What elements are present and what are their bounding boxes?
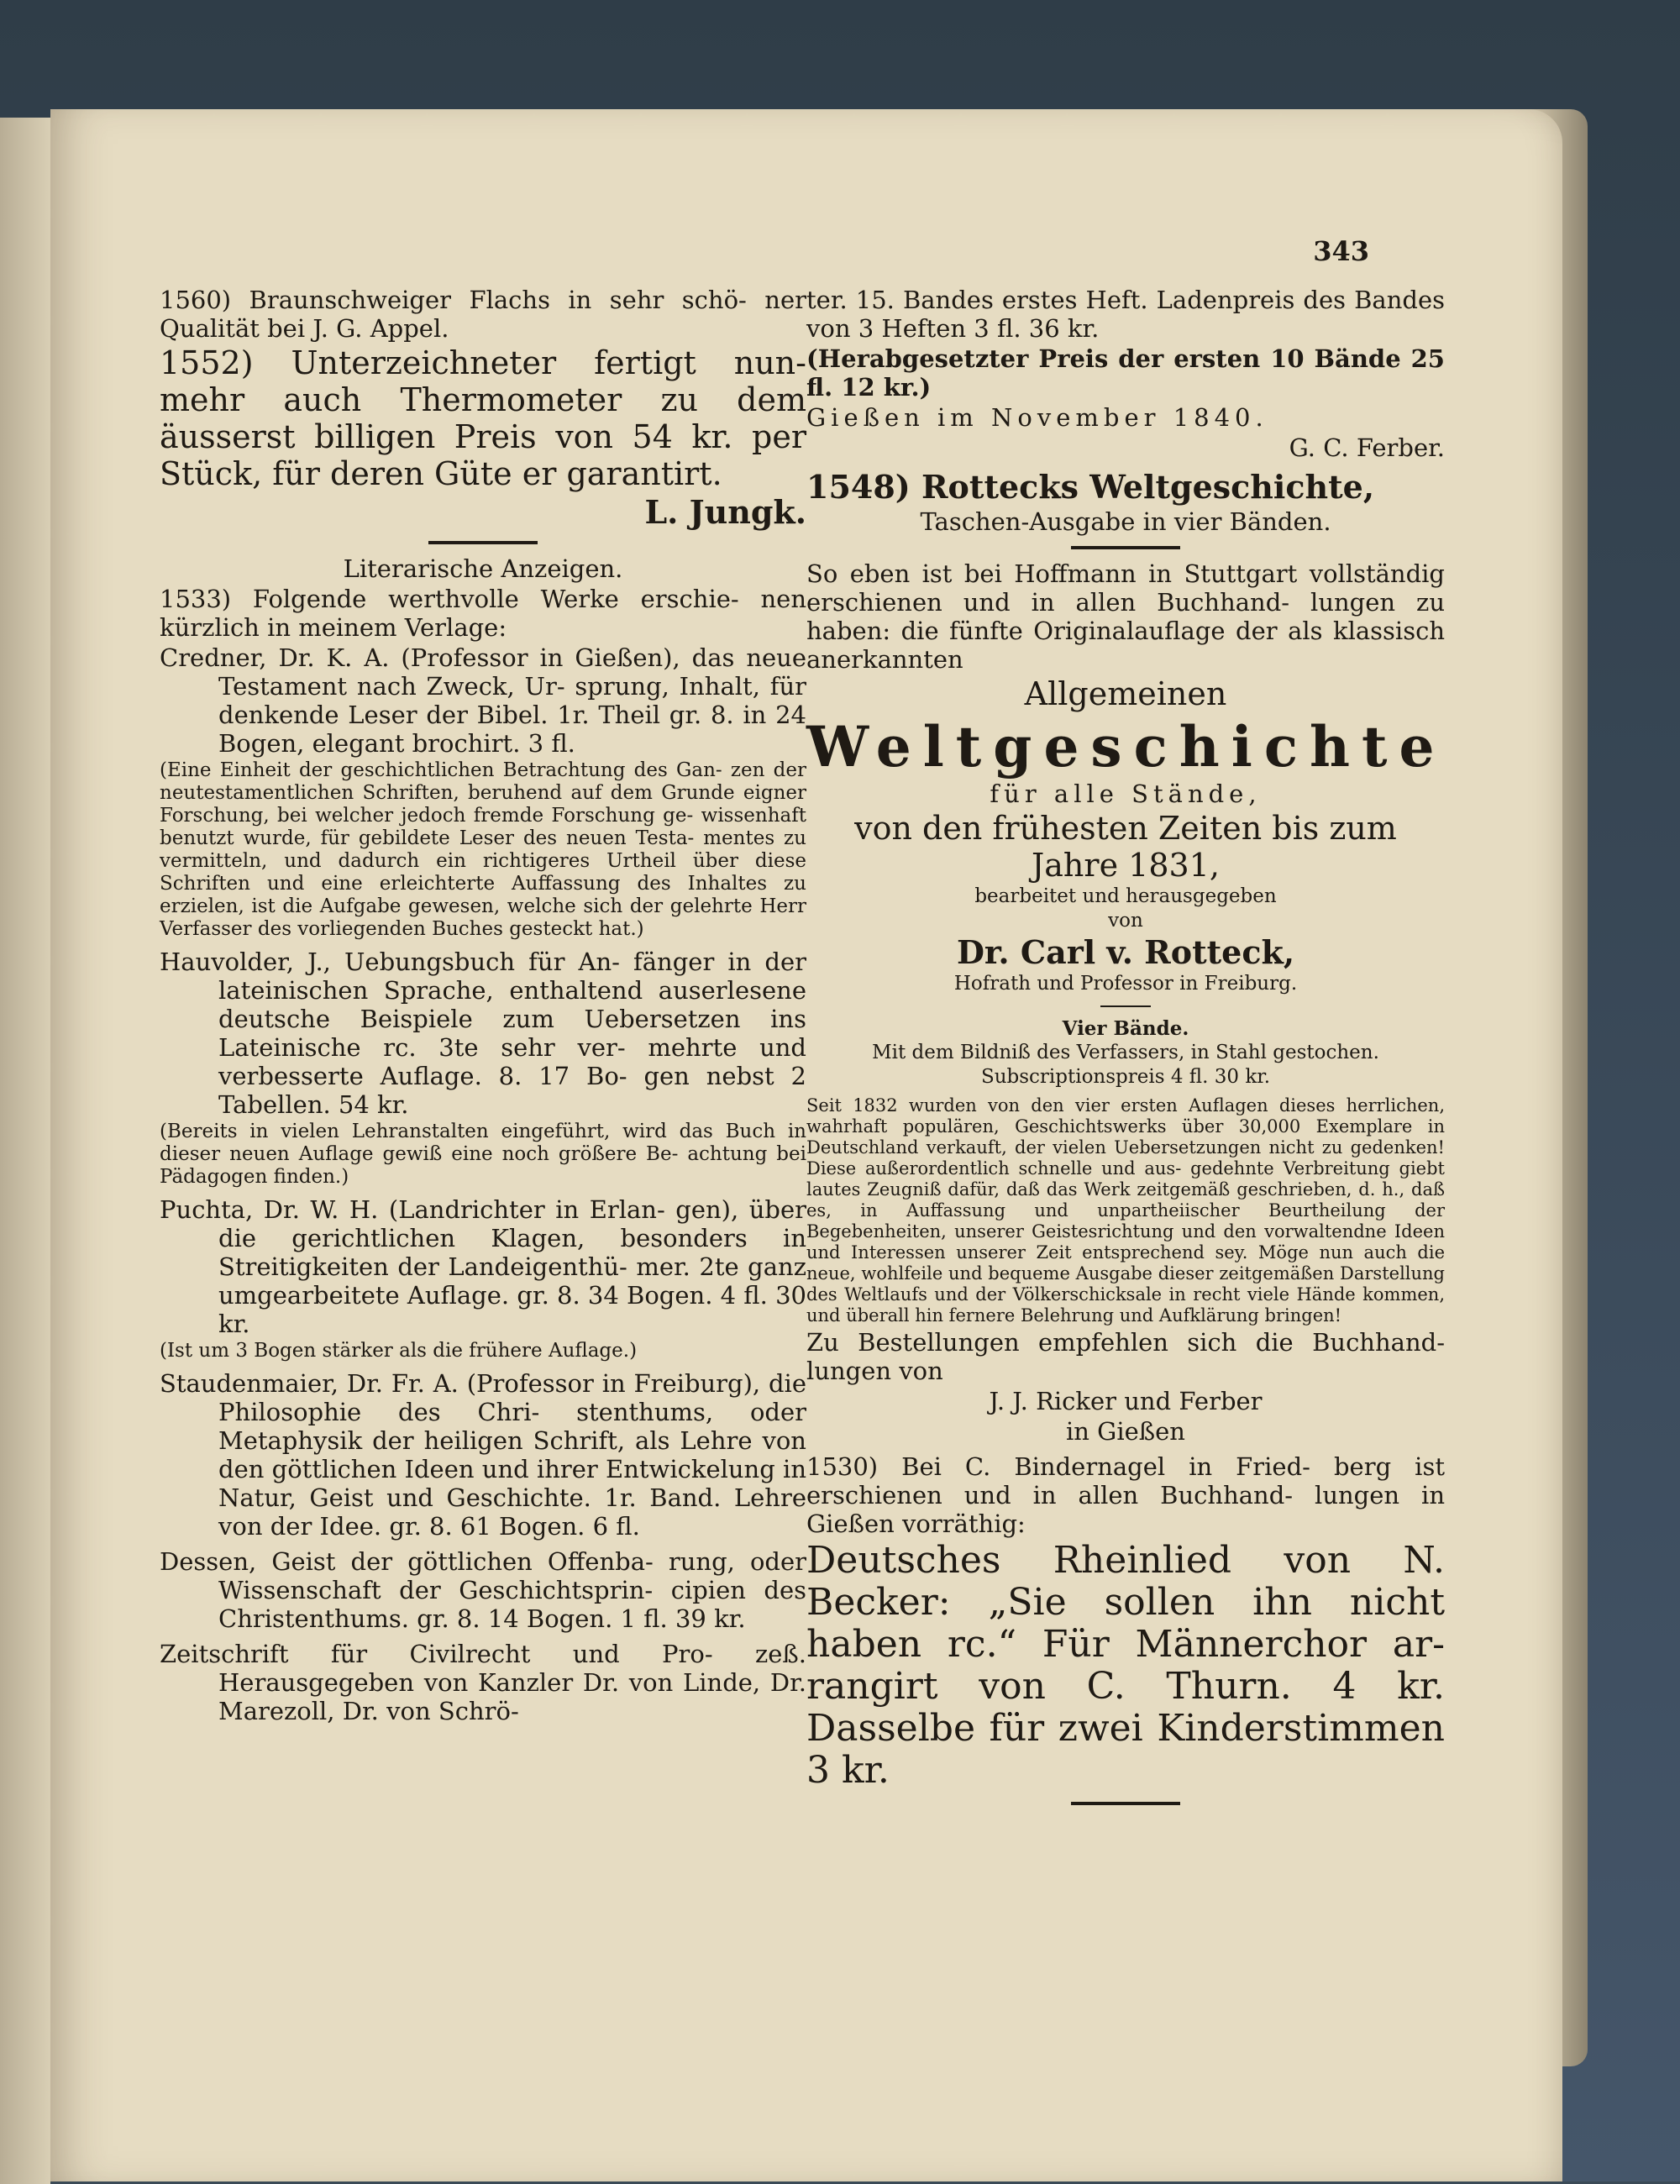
ad-1548-divider (1071, 546, 1180, 549)
author-divider (1100, 1005, 1151, 1007)
entry-dessen: Dessen, Geist der göttlichen Offenba- rung, oder Wissenschaft der Geschichtsprin- cipien des Christenthums. gr. 8. 14 Bogen. 1 fl. 39 kr. (160, 1547, 806, 1633)
page-number: 343 (1313, 235, 1369, 267)
right-column (806, 286, 1445, 1815)
ad-1552: 1552) Unterzeichneter fertigt nun- mehr auch Thermometer zu dem äusserst billigen Preis von 54 kr. per Stück, für deren Güte er garantirt. (160, 344, 806, 492)
entry-hauvolder-note: (Bereits in vielen Lehranstalten eingeführt, wird das Buch in dieser neuen Auflage gewiß eine noch größere Be- achtung bei Pädagogen finden.) (160, 1121, 806, 1188)
title-bearbeitet: bearbeitet und herausgegeben (974, 885, 1277, 907)
ad-1548-body: Seit 1832 wurden von den vier ersten Auflagen dieses herrlichen, wahrhaft populären, Geschichtswerks über 30,000 Exemplare in Deutschland verkauft, der vielen Uebersetzungen nicht zu gedenken! Diese außerordentlich schnelle und aus- gedehnte Verbreitung giebt lautes Zeugniß dafür, daß das Werk zeitgemäß geschrieben, d. h., daß es, in Auffassung und unpartheiischer Beurtheilung der Begebenheiten, unserer Geistesrichtung und den vorwaltendne Ideen und Interessen unserer Zeit entsprechend sey. Möge nun auch die neue, wohlfeile und bequeme Ausgabe dieser zeitgemäßen Darstellung des Weltlaufs und der Völkerschicksale in recht viele Hände kommen, und überall hin fernere Belehrung und Aufklärung bringen! (806, 1095, 1445, 1326)
end-divider (1071, 1802, 1180, 1805)
ad-1533-intro: 1533) Folgende werthvolle Werke erschie- nen kürzlich in meinem Verlage: (160, 585, 806, 642)
entry-credner-note: (Eine Einheit der geschichtlichen Betrachtung des Gan- zen der neutestamentlichen Schriften, beruhend auf dem Grunde eigner Forschung, bei welcher jedoch fremde Forschung ge- wissenhaft benutzt wurde, für gebildete Leser des neuen Testa- mentes zu vermitteln, und dadurch ein richtigeres Urtheil über diese Schriften und eine erleichterte Auffassung des Inhaltes zu erzielen, ist die Aufgabe gewesen, welche sich der gelehrte Herr Verfasser des vorliegenden Buches gesteckt hat.) (160, 759, 806, 940)
title-allgemeinen: Allgemeinen (1024, 675, 1227, 712)
continuation-text: ter. 15. Bandes erstes Heft. Ladenpreis des Bandes von 3 Heften 3 fl. 36 kr. (806, 286, 1445, 343)
previous-page-edge (0, 118, 50, 2184)
document-page (50, 109, 1562, 2181)
section-heading: Literarische Anzeigen. (343, 554, 623, 583)
title-fuer-alle: für alle Stände, (990, 780, 1262, 808)
bildniss: Mit dem Bildniß des Verfassers, in Stahl gestochen. (872, 1042, 1379, 1063)
rheinlied: Deutsches Rheinlied von N. Becker: „Sie sollen ihn nicht haben rc.“ Für Männerchor ar- rangirt von C. Thurn. 4 kr. Dasselbe für zwei Kinderstimmen 3 kr. (806, 1539, 1445, 1792)
ad-1548-title: 1548) Rottecks Weltgeschichte, (806, 468, 1375, 506)
left-column (160, 286, 806, 1727)
title-von: von (1108, 910, 1143, 932)
entry-credner: Credner, Dr. K. A. (Professor in Gießen), das neue Testament nach Zweck, Ur- sprung, Inhalt, für denkende Leser der Bibel. 1r. Theil gr. 8. in 24 Bogen, elegant brochirt. 3 fl. (160, 643, 806, 758)
section-divider (428, 541, 538, 544)
continuation-price: (Herabgesetzter Preis der ersten 10 Bände 25 fl. 12 kr.) (806, 344, 1445, 402)
author-name: Dr. Carl v. Rotteck, (956, 933, 1295, 971)
subscription-price: Subscriptionspreis 4 fl. 30 kr. (980, 1066, 1271, 1088)
entry-puchta: Puchta, Dr. W. H. (Landrichter in Erlan- gen), über die gerichtlichen Klagen, besonders in Streitigkeiten der Landeigenthü- mer. 2te ganz umgearbeitete Auflage. gr. 8. 34 Bogen. 4 fl. 30 kr. (160, 1195, 806, 1338)
ad-1560: 1560) Braunschweiger Flachs in sehr schö- ner Qualität bei J. G. Appel. (160, 286, 806, 343)
place-date: Gießen im November 1840. (806, 403, 1268, 432)
entry-staudenmaier: Staudenmaier, Dr. Fr. A. (Professor in Freiburg), die Philosophie des Chri- stenthums, oder Metaphysik der heiligen Schrift, als Lehre von den göttlichen Ideen und ihrer Entwickelung in Natur, Geist und Geschichte. 1r. Band. Lehre von der Idee. gr. 8. 61 Bogen. 6 fl. (160, 1369, 806, 1541)
entry-puchta-note: (Ist um 3 Bogen stärker als die frühere Auflage.) (160, 1340, 638, 1362)
bookseller-names: J. J. Ricker und Ferber (989, 1387, 1263, 1415)
bookseller-place: in Gießen (1066, 1417, 1185, 1446)
entry-hauvolder: Hauvolder, J., Uebungsbuch für An- fänger in der lateinischen Sprache, enthaltend auserlesene deutsche Beispiele zum Uebersetzen ins Lateinische rc. 3te sehr ver- mehrte und verbesserte Auflage. 8. 17 Bo- gen nebst 2 Tabellen. 54 kr. (160, 948, 806, 1119)
signature-ferber: G. C. Ferber. (1289, 433, 1445, 462)
entry-zeitschrift: Zeitschrift für Civilrecht und Pro- zeß. Herausgegeben von Kanzler Dr. von Linde, Dr. Marezoll, Dr. von Schrö- (160, 1640, 806, 1725)
ad-1548-intro: So eben ist bei Hoffmann in Stuttgart vollständig erschienen und in allen Buchhand- lungen zu haben: die fünfte Originalauflage der als klassisch anerkannten (806, 559, 1445, 674)
ad-1530: 1530) Bei C. Bindernagel in Fried- berg ist erschienen und in allen Buchhand- lungen in Gießen vorräthig: (806, 1452, 1445, 1538)
ad-1548-subtitle: Taschen-Ausgabe in vier Bänden. (920, 507, 1331, 536)
bestellungen: Zu Bestellungen empfehlen sich die Buchhand- lungen von (806, 1328, 1445, 1385)
vier-baende: Vier Bände. (1062, 1017, 1189, 1040)
title-von-den: von den frühesten Zeiten bis zum Jahre 1831, (854, 810, 1397, 884)
author-title: Hofrath und Professor in Freiburg. (953, 973, 1298, 995)
ad-1552-signature: L. Jungk. (644, 493, 806, 531)
title-weltgeschichte: Weltgeschichte (806, 714, 1446, 780)
